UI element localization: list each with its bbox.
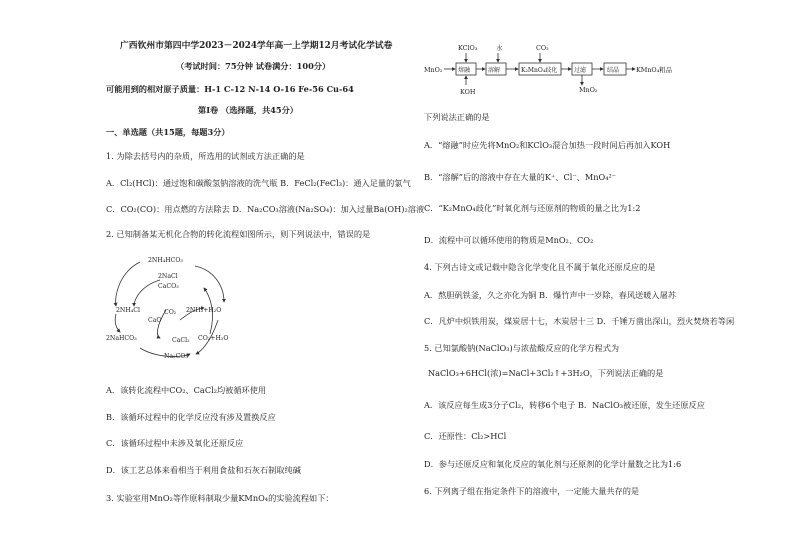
q4-options-ab: A．熬胆矾铁釜，久之亦化为铜 B．爆竹声中一岁除，春风送暖入屠苏 <box>424 290 676 300</box>
q1-stem: 1. 为除去括号内的杂质，所选用的试剂或方法正确的是 <box>106 151 305 161</box>
q3-option-c: C．“K₂MnO₄歧化”时氧化剂与还原剂的物质的量之比为1:2 <box>424 203 641 213</box>
q2-option-c: C．该循环过程中未涉及氧化还原反应 <box>106 438 244 448</box>
q2-cycle-diagram <box>100 250 260 366</box>
q2-label: 2NaCl <box>158 273 178 280</box>
q2-label: CO₂+H₂O <box>198 335 229 342</box>
flow-product: KMnO₄粗品 <box>636 66 673 74</box>
q3-option-a: A．“熔融”时应先将MnO₂和KClO₃混合加热一段时间后再加入KOH <box>424 140 671 150</box>
q2-label: 2NaHCO₃ <box>106 335 137 342</box>
part-heading: 第I卷 （选择题，共45分） <box>198 105 298 115</box>
q2-label: 2NH₃+H₂O <box>186 307 222 314</box>
q2-arrow <box>134 280 160 306</box>
q3-option-d: D．流程中可以循环使用的物质是MnO₂、CO₂ <box>424 235 594 245</box>
q2-label: CaCO₃ <box>158 283 179 290</box>
flow-water: 水 <box>496 44 503 52</box>
q2-option-b: B．该循环过程中的化学反应没有涉及置换反应 <box>106 412 276 422</box>
flow-koh: KOH <box>460 88 476 96</box>
q5-options-ab: A．该反应每生成3分子Cl₂，转移6个电子 B．NaClO₃被还原，发生还原反应 <box>424 400 705 410</box>
atomic-masses: 可能用到的相对原子质量：H-1 C-12 N-14 O-16 Fe-56 Cu-64 <box>106 84 354 94</box>
q3-stem: 3. 实验室用MnO₂等作原料制取少量KMnO₄的实验流程如下： <box>106 493 334 503</box>
q2-label: 2NH₄HCO₃ <box>148 257 183 264</box>
q3-option-b: B．“溶解”后的溶液中存在大量的K⁺、Cl⁻、MnO₄²⁻ <box>424 172 617 182</box>
q1-options-ab: A．Cl₂(HCl)：通过饱和碳酸氢钠溶液的洗气瓶 B．FeCl₂(FeCl₃)：通入足量的氯气 <box>106 178 411 188</box>
q6-stem: 6. 下列离子组在指定条件下的溶液中，一定能大量共存的是 <box>424 486 640 496</box>
flow-mno2-start: MnO₂ <box>424 66 443 74</box>
q5-option-d: D．参与还原反应和氧化反应的氧化剂与还原剂的化学计量数之比为1:6 <box>424 459 682 469</box>
flow-box-label: 熔融 <box>458 67 471 74</box>
flow-box-label: 过滤 <box>574 67 587 74</box>
q2-stem: 2. 已知制备某无机化合物的转化流程如图所示，则下列说法中，错误的是 <box>106 229 371 239</box>
q3-flow-chart <box>424 38 694 100</box>
q5-option-c: C．还原性：Cl₂>HCl <box>424 431 507 441</box>
section-heading: 一、单选题（共15题，每题3分） <box>106 127 230 137</box>
q5-stem: 5. 已知氯酸钠(NaClO₃)与浓盐酸反应的化学方程式为 <box>424 343 620 353</box>
q2-option-d: D．该工艺总体来看相当于利用食盐和石灰石制取纯碱 <box>106 465 301 475</box>
q5-equation: NaClO₃+6HCl(浓)=NaCl+3Cl₂↑+3H₂O，下列说法正确的是 <box>428 368 664 378</box>
q4-stem: 4. 下列古诗文或记载中隐含化学变化且不属于氧化还原反应的是 <box>424 262 656 272</box>
flow-mno2-out: MnO₂ <box>579 86 598 94</box>
flow-box-label: 溶解 <box>488 67 501 74</box>
q2-arrow <box>115 314 120 332</box>
q2-label: Na₂CO₃ <box>164 353 188 360</box>
flow-kclo3: KClO₃ <box>458 44 478 52</box>
q1-options-cd: C．CO₂(CO)：用点燃的方法除去 D．Na₂CO₃溶液(Na₂SO₄)：加入过量Ba(OH)₂溶液 <box>106 204 425 214</box>
exam-title: 广西钦州市第四中学2023－2024学年高一上学期12月考试化学试卷 <box>120 41 393 51</box>
q2-label: 2NH₄Cl <box>116 307 140 314</box>
flow-box-label: 结晶 <box>607 67 620 74</box>
q3-prompt: 下列说法正确的是 <box>424 112 490 122</box>
q2-label: CaO <box>148 317 162 324</box>
q4-options-cd: C．凡炉中炽铁用炭，煤炭居十七，木炭居十三 D．千锤万凿出深山，烈火焚烧若等闲 <box>424 316 735 326</box>
q2-label: CaCl₂ <box>172 337 190 344</box>
q2-arrow <box>116 262 140 306</box>
flow-box-label: K₂MnO₄歧化 <box>521 67 558 74</box>
exam-info: （考试时间：75分钟 试卷满分：100分） <box>176 61 331 71</box>
q2-arrow <box>195 266 224 302</box>
flow-co2: CO₂ <box>536 44 549 52</box>
q2-option-a: A．该转化流程中CO₂、CaCl₂均被循环使用 <box>106 385 267 395</box>
q2-label: CO₂ <box>164 309 177 316</box>
